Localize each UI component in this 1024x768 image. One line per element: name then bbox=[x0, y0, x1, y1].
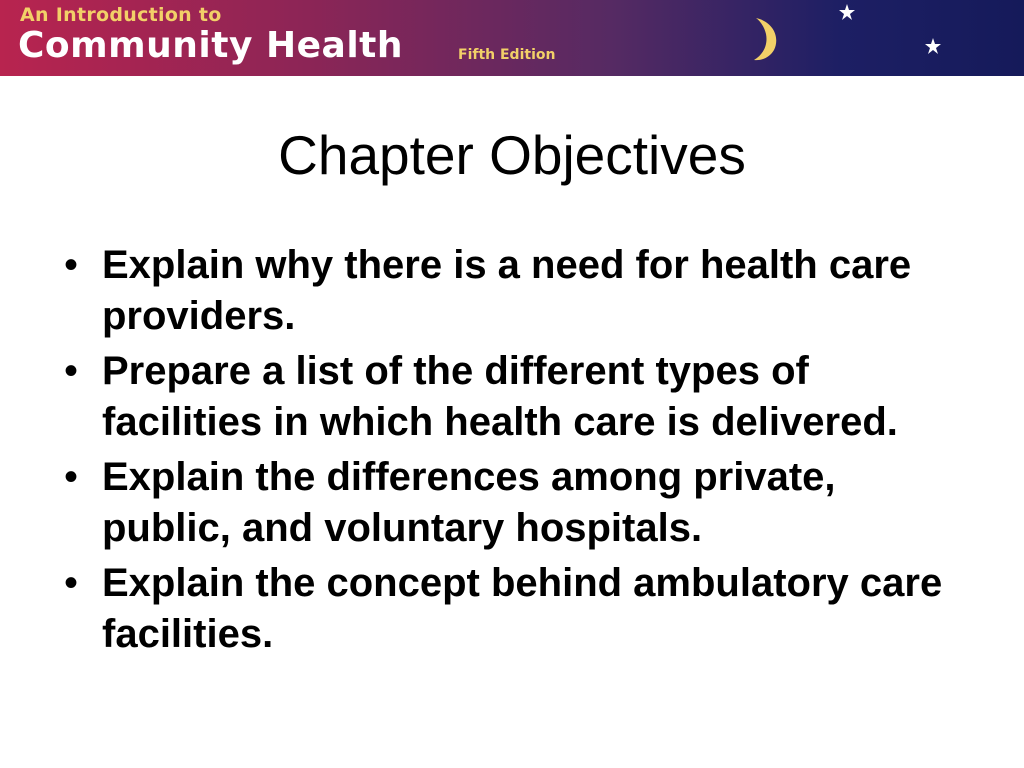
objective-item bbox=[60, 346, 960, 448]
crescent-moon-icon bbox=[748, 16, 782, 62]
objective-item bbox=[60, 558, 960, 660]
bullet: • bbox=[64, 349, 79, 393]
bullet: • bbox=[64, 561, 79, 605]
bullet: • bbox=[64, 455, 79, 499]
banner-title: Community Health bbox=[18, 25, 403, 66]
objectives-list bbox=[60, 240, 960, 664]
star-icon bbox=[839, 4, 855, 20]
slide-title: Chapter Objectives bbox=[278, 124, 746, 186]
star-icon bbox=[925, 38, 941, 54]
bullet: • bbox=[64, 243, 79, 287]
banner-subtitle: An Introduction to bbox=[20, 4, 222, 26]
objective-item bbox=[60, 240, 960, 342]
objective-item bbox=[60, 452, 960, 554]
objective-text: Explain why there is a need for health care providers. bbox=[102, 243, 912, 338]
banner-edition: Fifth Edition bbox=[458, 47, 556, 63]
header-banner bbox=[0, 0, 1024, 76]
objective-text: Explain the concept behind ambulatory care facilities. bbox=[102, 561, 943, 656]
objective-text: Prepare a list of the different types of facilities in which health care is delivered. bbox=[102, 349, 898, 444]
objective-text: Explain the differences among private, public, and voluntary hospitals. bbox=[102, 455, 836, 550]
